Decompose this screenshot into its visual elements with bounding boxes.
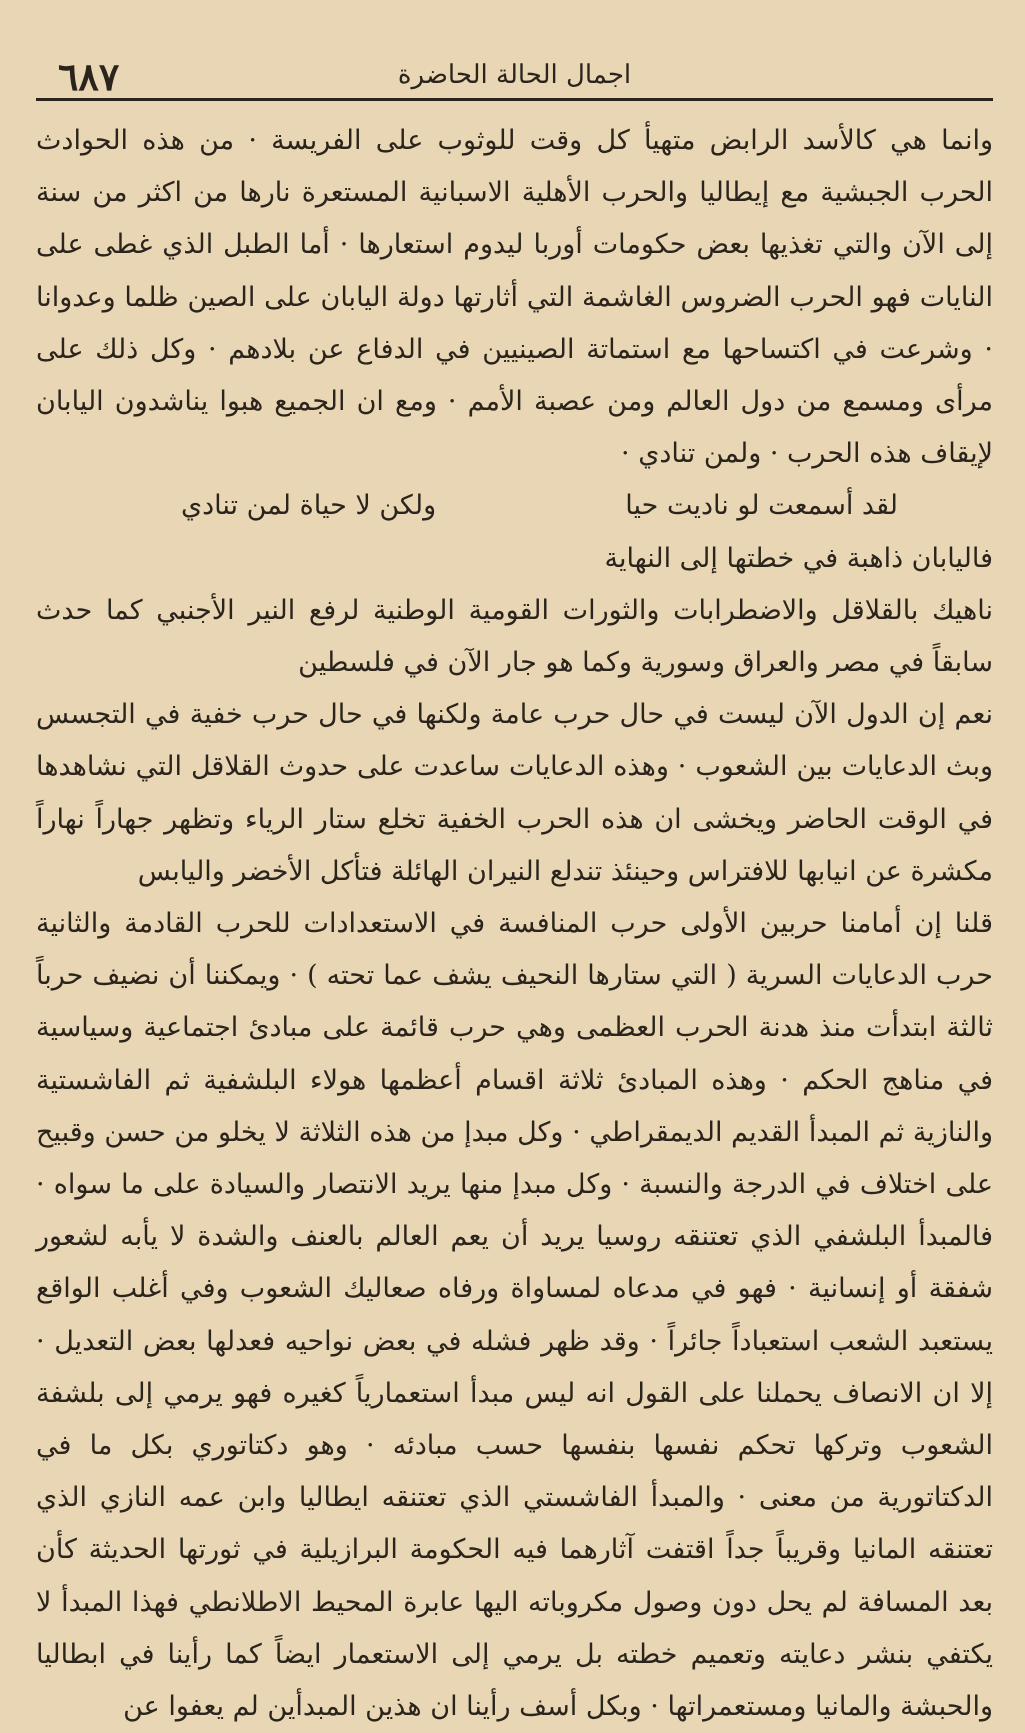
verse-first-hemistich: لقد أسمعت لو ناديت حيا (625, 490, 898, 522)
poetry-verse (36, 480, 993, 532)
body-text (36, 115, 993, 1733)
paragraph: فاليابان ذاهبة في خطتها إلى النهاية (604, 542, 993, 574)
verse-second-hemistich: ولكن لا حياة لمن تنادي (181, 490, 437, 522)
paragraph: نعم إن الدول الآن ليست في حال حرب عامة ولكنها في حال حرب خفية في التجسس وبث الدعايات بين الشعوب · وهذه الدعايات ساعدت على حدوث القلاقل التي نشاهدها في الوقت الحاضر ويخشى ان هذه الحرب الخفية تخلع ستار الرياء وتظهر جهاراً نهاراً مكشرة عن انيابها للافتراس وحينئذ تندلع النيران الهائلة فتأكل الأخضر واليابس (36, 699, 993, 887)
paragraph: قلنا إن أمامنا حربين الأولى حرب المنافسة في الاستعدادات للحرب القادمة والثانية حرب الدعايات السرية ( التي ستارها النحيف يشف عما تحته ) · ويمكننا أن نضيف حرباً ثالثة ابتدأت منذ هدنة الحرب العظمى وهي حرب قائمة على مبادئ اجتماعية وسياسية في مناهج الحكم · وهذه المبادئ ثلاثة اقسام أعظمها هولاء البلشفية ثم الفاشستية والنازية ثم المبدأ القديم الديمقراطي · وكل مبدإ من هذه الثلاثة لا يخلو من حسن وقبيح على اختلاف في الدرجة والنسبة · وكل مبدإ منها يريد الانتصار والسيادة على ما سواه · فالمبدأ البلشفي الذي تعتنقه روسيا يريد أن يعم العالم بالعنف والشدة لا يأبه لشعور شفقة أو إنسانية · فهو في مدعاه لمساواة ورفاه صعاليك الشعوب وفي أغلب الواقع يستعبد الشعب استعباداً جائراً · وقد ظهر فشله في بعض نواحيه فعدلها بعض التعديل · إلا ان الانصاف يحملنا على القول انه ليس مبدأ استعمارياً كغيره فهو يرمي إلى بلشفة الشعوب وتركها تحكم نفسها بنفسها حسب مبادئه · وهو دكتاتوري بكل ما في الدكتاتورية من معنى · والمبدأ الفاشستي الذي تعتنقه ايطاليا وابن عمه النازي الذي تعتنقه المانيا وقريباً جداً اقتفت آثارهما فيه الحكومة البرازيلية في ثورتها الحديثة كأن بعد المسافة لم يحل دون وصول مكروباته اليها عابرة المحيط الاطلانطي فهذا المبدأ لا يكتفي بنشر دعايته وتعميم خطته بل يرمي إلى الاستعمار ايضاً كما رأينا في ابطاليا والحبشة والمانيا ومستعمراتها · وبكل أسف رأينا ان هذين المبدأين لم يعفوا عن (36, 908, 993, 1723)
paragraph: وانما هي كالأسد الرابض متهيأ كل وقت للوثوب على الفريسة · من هذه الحوادث الحرب الجبشية مع إيطاليا والحرب الأهلية الاسبانية المستعرة نارها من اكثر من سنة إلى الآن والتي تغذيها بعض حكومات أوربا ليدوم استعارها · أما الطبل الذي غطى على النايات فهو الحرب الضروس الغاشمة التي أثارتها دولة اليابان على الصين ظلما وعدوانا · وشرعت في اكتساحها مع استماتة الصينيين في الدفاع عن بلادهم · وكل ذلك على مرأى ومسمع من دول العالم ومن عصبة الأمم · ومع ان الجميع هبوا يناشدون اليابان لإيقاف هذه الحرب · ولمن تنادي · (36, 125, 993, 470)
page-number: ٦٨٧ (58, 54, 120, 99)
running-title: اجمال الحالة الحاضرة (397, 60, 632, 90)
page-header (36, 50, 993, 101)
paragraph: ناهيك بالقلاقل والاضطرابات والثورات القومية الوطنية لرفع النير الأجنبي كما حدث سابقاً في مصر والعراق وسورية وكما هو جار الآن في فلسطين (36, 594, 993, 679)
